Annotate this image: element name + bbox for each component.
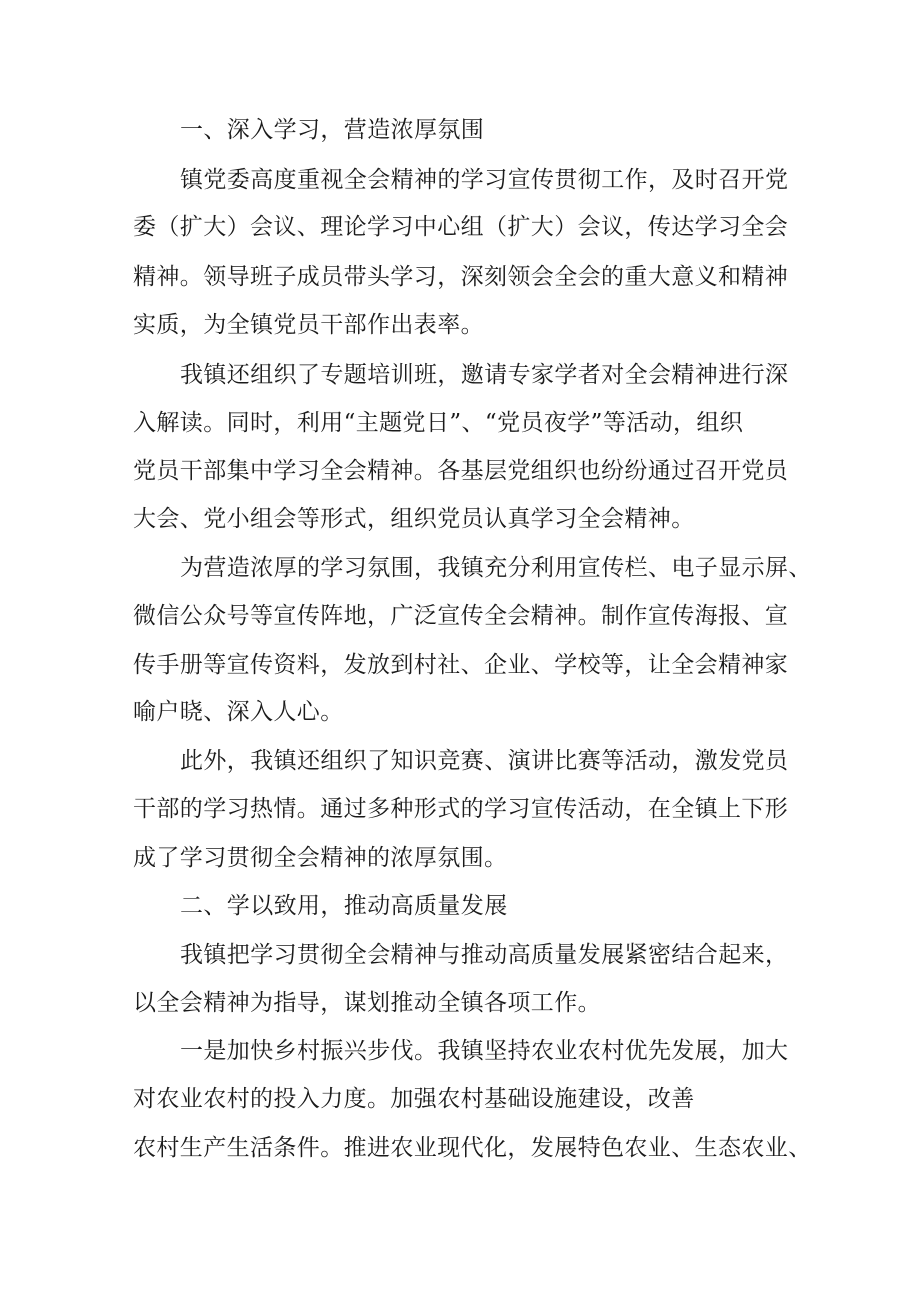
paragraph-line: 一是加快乡村振兴步伐。我镇坚持农业农村优先发展，加大 <box>180 1038 789 1064</box>
paragraph-line: 我镇还组织了专题培训班，邀请专家学者对全会精神进行深 <box>180 362 789 388</box>
paragraph-line: 喻户晓、深入人心。 <box>133 699 344 725</box>
paragraph-line: 此外，我镇还组织了知识竞赛、演讲比赛等活动，激发党员 <box>180 748 789 774</box>
paragraph-line: 镇党委高度重视全会精神的学习宣传贯彻工作，及时召开党 <box>180 167 789 193</box>
paragraph-line: 大会、党小组会等形式，组织党员认真学习全会精神。 <box>133 506 695 532</box>
paragraph-line: 入解读。同时，利用“主题党日”、“党员夜学”等活动，组织 <box>133 410 744 436</box>
paragraph-line: 对农业农村的投入力度。加强农村基础设施建设，改善 <box>133 1086 695 1112</box>
paragraph-line: 干部的学习热情。通过多种形式的学习宣传活动，在全镇上下形 <box>133 796 789 822</box>
paragraph-line: 实质，为全镇党员干部作出表率。 <box>133 312 484 338</box>
paragraph-line: 农村生产生活条件。推进农业现代化，发展特色农业、生态农业、 <box>133 1135 812 1161</box>
paragraph-line: 传手册等宣传资料，发放到村社、企业、学校等，让全会精神家 <box>133 652 789 678</box>
paragraph-line: 为营造浓厚的学习氛围，我镇充分利用宣传栏、电子显示屏、 <box>180 555 812 581</box>
paragraph-line: 我镇把学习贯彻全会精神与推动高质量发展紧密结合起来， <box>180 942 789 968</box>
section-heading-1: 一、深入学习，营造浓厚氛围 <box>180 117 485 143</box>
paragraph-line: 成了学习贯彻全会精神的浓厚氛围。 <box>133 845 508 871</box>
paragraph-line: 微信公众号等宣传阵地，广泛宣传全会精神。制作宣传海报、宣 <box>133 603 789 629</box>
paragraph-line: 委（扩大）会议、理论学习中心组（扩大）会议，传达学习全会 <box>133 214 789 240</box>
paragraph-line: 精神。领导班子成员带头学习，深刻领会全会的重大意义和精神 <box>133 264 789 290</box>
section-heading-2: 二、学以致用，推动高质量发展 <box>180 893 508 919</box>
paragraph-line: 党员干部集中学习全会精神。各基层党组织也纷纷通过召开党员 <box>133 458 789 484</box>
paragraph-line: 以全会精神为指导，谋划推动全镇各项工作。 <box>133 990 601 1016</box>
